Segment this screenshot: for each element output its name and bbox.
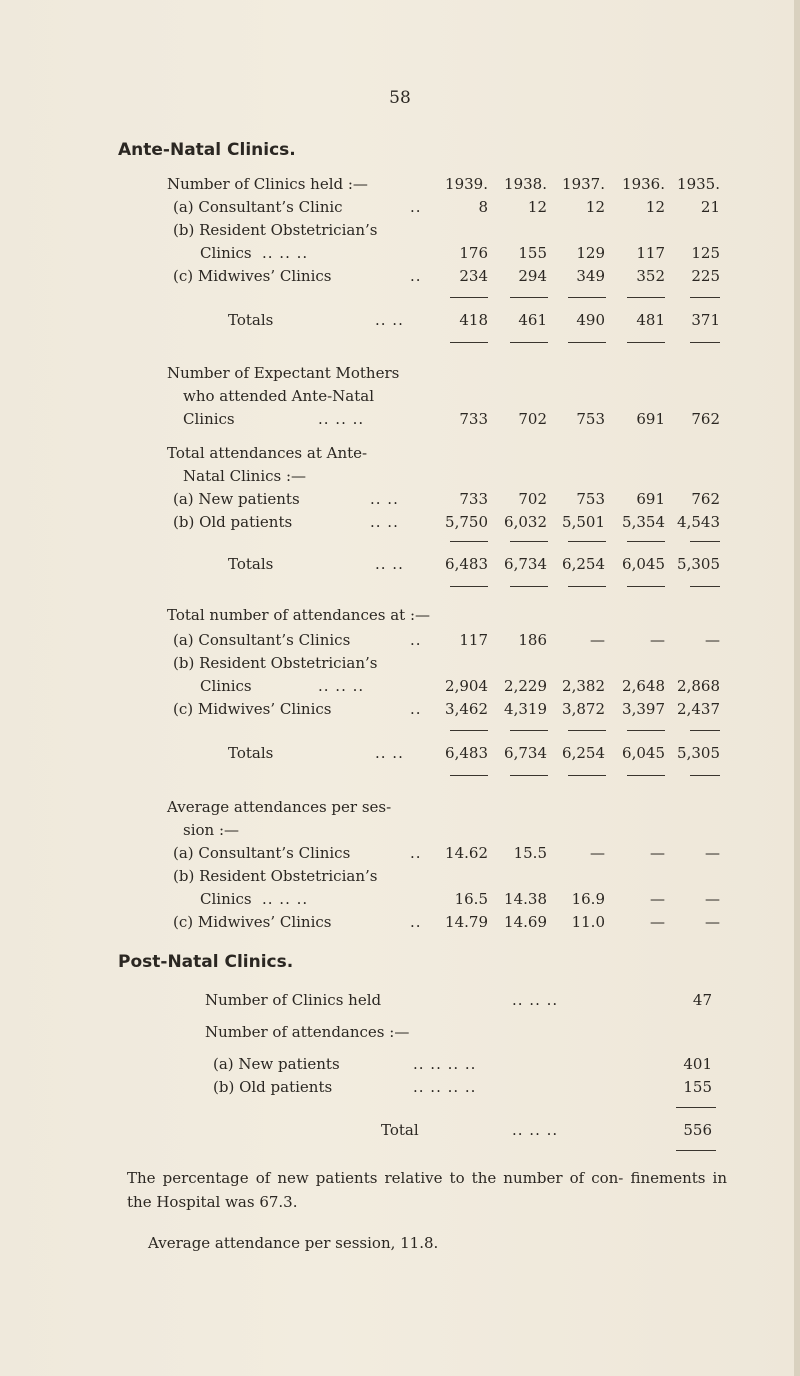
leader-dots: .. .. .. .. xyxy=(413,1055,477,1073)
page-edge xyxy=(794,0,800,1376)
table-row-label: (a) Consultant’s Clinic xyxy=(173,198,343,216)
totals-label: Totals xyxy=(228,555,274,573)
table-cell: 762 xyxy=(691,490,720,508)
leader-dots: .. .. .. xyxy=(512,1121,559,1139)
average-paragraph: Average attendance per session, 11.8. xyxy=(148,1234,439,1252)
table-cell: 12 xyxy=(585,198,605,216)
percentage-paragraph: The percentage of new patients relative to the number of con- finements in the Hospital was 67.3. xyxy=(127,1169,727,1211)
leader-dots: .. .. .. xyxy=(318,677,365,695)
sum-rule xyxy=(690,730,720,731)
table-cell: 14.79 xyxy=(445,913,488,931)
sum-rule xyxy=(568,541,606,542)
table-cell: 6,483 xyxy=(445,555,488,573)
table-cell: 3,397 xyxy=(622,700,665,718)
table-cell: 2,648 xyxy=(622,677,665,695)
table-cell: 225 xyxy=(691,267,720,285)
clinics-held-label: Number of Clinics held :— xyxy=(167,175,368,193)
table-cell: 6,254 xyxy=(562,555,605,573)
sum-rule xyxy=(450,541,488,542)
sum-rule xyxy=(627,342,665,343)
average-label: sion :— xyxy=(183,821,240,839)
table-cell: 155 xyxy=(683,1078,712,1096)
table-row-label: (a) Consultant’s Clinics xyxy=(173,844,351,862)
table-cell: 12 xyxy=(527,198,547,216)
table-cell: — xyxy=(650,631,665,649)
year-header-1938: 1938. xyxy=(504,175,547,193)
table-cell: 3,872 xyxy=(562,700,605,718)
table-cell: 702 xyxy=(518,490,547,508)
table-cell: — xyxy=(705,890,720,908)
leader-dots: .. xyxy=(410,913,422,931)
table-cell: — xyxy=(650,913,665,931)
leader-dots: .. .. .. xyxy=(262,244,309,262)
sum-rule xyxy=(627,586,665,587)
attendances-label: Total attendances at Ante- xyxy=(167,444,368,462)
table-cell: 15.5 xyxy=(513,844,547,862)
leader-dots: .. xyxy=(410,267,422,285)
sum-rule xyxy=(450,775,488,776)
sum-rule xyxy=(568,297,606,298)
total-label: Total xyxy=(381,1121,419,1139)
average-label: Average attendances per ses- xyxy=(167,798,392,816)
sum-rule xyxy=(676,1150,716,1151)
sum-rule xyxy=(510,775,548,776)
sum-rule xyxy=(510,297,548,298)
table-cell: 762 xyxy=(691,410,720,428)
antenatal-title: Ante-Natal Clinics. xyxy=(118,140,296,160)
table-row-label-cont: Clinics xyxy=(200,677,252,695)
sum-rule xyxy=(690,586,720,587)
table-cell: 11.0 xyxy=(571,913,605,931)
leader-dots: .. .. xyxy=(375,311,404,329)
table-row-label: (b) Resident Obstetrician’s xyxy=(173,867,378,885)
table-cell: 12 xyxy=(645,198,665,216)
attendances-label: Natal Clinics :— xyxy=(183,467,307,485)
sum-rule xyxy=(450,297,488,298)
year-header-1939: 1939. xyxy=(445,175,488,193)
table-cell: 6,483 xyxy=(445,744,488,762)
table-cell: 5,305 xyxy=(677,744,720,762)
table-cell: 753 xyxy=(576,490,605,508)
table-cell: 490 xyxy=(576,311,605,329)
totals-label: Totals xyxy=(228,311,274,329)
sum-rule xyxy=(568,730,606,731)
sum-rule xyxy=(450,730,488,731)
table-cell: 234 xyxy=(459,267,488,285)
table-cell: 733 xyxy=(459,410,488,428)
sum-rule xyxy=(450,586,488,587)
table-row-label: (b) Resident Obstetrician’s xyxy=(173,654,378,672)
table-cell: 176 xyxy=(459,244,488,262)
mothers-label: Number of Expectant Mothers xyxy=(167,364,400,382)
year-header-1937: 1937. xyxy=(562,175,605,193)
table-cell: 3,462 xyxy=(445,700,488,718)
leader-dots: .. .. .. .. xyxy=(413,1078,477,1096)
table-cell: 21 xyxy=(700,198,720,216)
table-cell: 2,437 xyxy=(677,700,720,718)
total-number-label: Total number of attendances at :— xyxy=(167,606,430,624)
leader-dots: .. xyxy=(410,631,422,649)
table-cell: 5,354 xyxy=(622,513,665,531)
totals-label: Totals xyxy=(228,744,274,762)
table-cell: 6,032 xyxy=(504,513,547,531)
sum-rule xyxy=(510,586,548,587)
table-cell: 5,750 xyxy=(445,513,488,531)
table-cell: 125 xyxy=(691,244,720,262)
table-cell: 16.9 xyxy=(571,890,605,908)
table-cell: 14.62 xyxy=(445,844,488,862)
sum-rule xyxy=(627,730,665,731)
leader-dots: .. .. .. xyxy=(318,410,365,428)
table-cell: 371 xyxy=(691,311,720,329)
table-cell: 733 xyxy=(459,490,488,508)
table-cell: — xyxy=(650,844,665,862)
sum-rule xyxy=(676,1107,716,1108)
sum-rule xyxy=(690,541,720,542)
table-cell: 117 xyxy=(636,244,665,262)
table-cell: 691 xyxy=(636,410,665,428)
table-cell: — xyxy=(705,631,720,649)
sum-rule xyxy=(627,297,665,298)
leader-dots: .. xyxy=(410,198,422,216)
table-cell: 5,305 xyxy=(677,555,720,573)
table-cell: 401 xyxy=(683,1055,712,1073)
table-cell: 8 xyxy=(478,198,488,216)
sum-rule xyxy=(690,775,720,776)
sum-rule xyxy=(568,342,606,343)
leader-dots: .. .. xyxy=(370,513,399,531)
table-cell: — xyxy=(705,913,720,931)
table-row-label: (b) Resident Obstetrician’s xyxy=(173,221,378,239)
postnatal-total-value: 556 xyxy=(683,1121,712,1139)
table-cell: 2,868 xyxy=(677,677,720,695)
table-cell: 4,543 xyxy=(677,513,720,531)
table-cell: 155 xyxy=(518,244,547,262)
table-cell: 6,045 xyxy=(622,555,665,573)
leader-dots: .. xyxy=(410,844,422,862)
table-row-label-cont: Clinics xyxy=(200,244,252,262)
table-cell: 129 xyxy=(576,244,605,262)
table-cell: 186 xyxy=(518,631,547,649)
table-row-label: (c) Midwives’ Clinics xyxy=(173,913,332,931)
leader-dots: .. .. xyxy=(375,744,404,762)
sum-rule xyxy=(690,297,720,298)
table-cell: — xyxy=(590,844,605,862)
table-cell: 6,734 xyxy=(504,744,547,762)
table-cell: 6,734 xyxy=(504,555,547,573)
year-header-1935: 1935. xyxy=(677,175,720,193)
sum-rule xyxy=(510,342,548,343)
table-cell: 2,382 xyxy=(562,677,605,695)
sum-rule xyxy=(627,541,665,542)
mothers-label: Clinics xyxy=(183,410,235,428)
table-row-label: (a) New patients xyxy=(213,1055,340,1073)
table-cell: 117 xyxy=(459,631,488,649)
page-number: 58 xyxy=(389,88,411,108)
sum-rule xyxy=(510,541,548,542)
table-cell: 16.5 xyxy=(454,890,488,908)
leader-dots: .. xyxy=(410,700,422,718)
table-cell: 481 xyxy=(636,311,665,329)
table-row-label: (a) New patients xyxy=(173,490,300,508)
table-row-label: (a) Consultant’s Clinics xyxy=(173,631,351,649)
table-cell: 4,319 xyxy=(504,700,547,718)
leader-dots: .. .. .. xyxy=(512,991,559,1009)
table-row-label: (c) Midwives’ Clinics xyxy=(173,267,332,285)
sum-rule xyxy=(450,342,488,343)
sum-rule xyxy=(627,775,665,776)
sum-rule xyxy=(510,730,548,731)
leader-dots: .. .. xyxy=(370,490,399,508)
year-header-1936: 1936. xyxy=(622,175,665,193)
table-cell: 753 xyxy=(576,410,605,428)
table-cell: 2,229 xyxy=(504,677,547,695)
mothers-label: who attended Ante-Natal xyxy=(183,387,374,405)
table-cell: 352 xyxy=(636,267,665,285)
sum-rule xyxy=(568,775,606,776)
table-row-label: (c) Midwives’ Clinics xyxy=(173,700,332,718)
table-cell: 5,501 xyxy=(562,513,605,531)
sum-rule xyxy=(690,342,720,343)
table-row-label: (b) Old patients xyxy=(213,1078,333,1096)
table-cell: 294 xyxy=(518,267,547,285)
table-cell: 14.69 xyxy=(504,913,547,931)
table-cell: 6,045 xyxy=(622,744,665,762)
leader-dots: .. .. .. xyxy=(262,890,309,908)
leader-dots: .. .. xyxy=(375,555,404,573)
table-row-label: (b) Old patients xyxy=(173,513,293,531)
table-row-label-cont: Clinics xyxy=(200,890,252,908)
postnatal-title: Post-Natal Clinics. xyxy=(118,952,294,972)
postnatal-held-label: Number of Clinics held xyxy=(205,991,382,1009)
table-cell: 461 xyxy=(518,311,547,329)
table-cell: 6,254 xyxy=(562,744,605,762)
table-cell: 2,904 xyxy=(445,677,488,695)
table-cell: — xyxy=(590,631,605,649)
table-cell: 691 xyxy=(636,490,665,508)
postnatal-held-value: 47 xyxy=(692,991,712,1009)
table-cell: 418 xyxy=(459,311,488,329)
table-cell: — xyxy=(650,890,665,908)
table-cell: — xyxy=(705,844,720,862)
table-cell: 14.38 xyxy=(504,890,547,908)
table-cell: 349 xyxy=(576,267,605,285)
sum-rule xyxy=(568,586,606,587)
postnatal-attendances-label: Number of attendances :— xyxy=(205,1023,410,1041)
table-cell: 702 xyxy=(518,410,547,428)
